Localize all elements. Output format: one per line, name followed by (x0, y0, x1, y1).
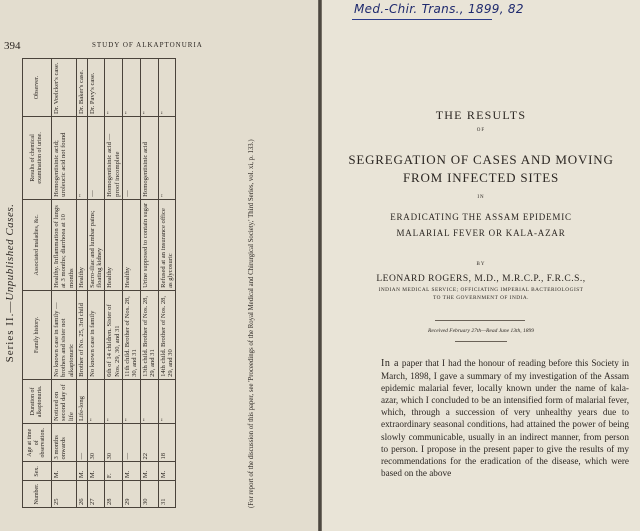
title-results: THE RESULTS (435, 108, 527, 122)
cell-chemical-results: Homogentisinic acid; uroleucic acid not found (52, 117, 77, 200)
title-of: OF (476, 128, 486, 133)
handwritten-underline (352, 19, 492, 20)
cell-observer: " (105, 59, 123, 117)
series-title-italic: Unpublished Cases. (4, 203, 16, 301)
cell-age: 22 (140, 423, 158, 462)
cell-number: 28 (105, 481, 123, 508)
footnote: (For report of the discussion of this paper, see 'Proceedings of the Royal Medical and Chirurgical Society,' Third Series, vol. xi, p. 133.) (248, 139, 255, 508)
table-row (77, 59, 87, 508)
cell-number: 30 (140, 481, 158, 508)
cell-sex: M. (123, 462, 141, 481)
author-name: LEONARD ROGERS, M.D., M.R.C.P., F.R.C.S., (376, 274, 586, 284)
cell-age: — (123, 423, 141, 462)
byline-by: BY (476, 262, 486, 267)
cell-duration: " (140, 379, 158, 423)
cell-family-history: No known case in family — brothers and sister not alkaptonuric (52, 290, 77, 379)
cell-chemical-results: " (158, 117, 176, 200)
title-eradicating: ERADICATING THE ASSAM EPIDEMIC (390, 212, 572, 222)
handwritten-annotation: Med.-Chir. Trans., 1899, 82 (354, 2, 524, 16)
body-paragraph (381, 357, 629, 479)
cell-observer: Dr. Voelcker's case. (52, 59, 77, 117)
cell-duration: " (105, 379, 123, 423)
cell-observer: " (158, 59, 176, 117)
table-row (52, 59, 77, 508)
cell-family-history: 6th of 14 children. Sister of Nos. 29, 30, and 31 (105, 290, 123, 379)
col-age: Age at time of observation. (23, 423, 52, 462)
cell-sex: M. (87, 462, 105, 481)
cell-sex: M. (52, 462, 77, 481)
received-date: Received February 27th—Read June 13th, 1899 (428, 328, 534, 334)
cell-number: 29 (123, 481, 141, 508)
cell-sex: M. (140, 462, 158, 481)
cell-age: 3 months onwards (52, 423, 77, 462)
cell-associated-maladies: Healthy (105, 199, 123, 290)
title-malarial-fever: MALARIAL FEVER OR KALA-AZAR (396, 228, 566, 238)
cell-duration: " (87, 379, 105, 423)
cell-family-history: Brother of No. 25, 3rd child (77, 290, 87, 379)
cell-age: 18 (158, 423, 176, 462)
table-row (140, 59, 158, 508)
rotated-table-block (4, 58, 264, 508)
page-number: 394 (4, 40, 21, 52)
table-header-row (23, 59, 52, 508)
cell-number: 25 (52, 481, 77, 508)
cell-number: 27 (87, 481, 105, 508)
divider-rule (435, 320, 525, 321)
cell-observer: " (140, 59, 158, 117)
author-affiliation-line-2: TO THE GOVERNMENT OF INDIA. (432, 295, 530, 301)
cell-associated-maladies: Healthy (123, 199, 141, 290)
running-head: STUDY OF ALKAPTONURIA (92, 41, 203, 49)
cell-family-history: No known case in family (87, 290, 105, 379)
cell-associated-maladies: Refused at an insurance office as glycosuric (158, 199, 176, 290)
series-title-prefix: Series II.— (4, 300, 16, 363)
cell-age: 30 (87, 423, 105, 462)
cell-sex: F. (105, 462, 123, 481)
author-affiliation-line-1: INDIAN MEDICAL SERVICE; OFFICIATING IMPERIAL BACTERIOLOGIST (378, 287, 584, 293)
cell-age: 30 (105, 423, 123, 462)
table-row (123, 59, 141, 508)
title-segregation: SEGREGATION OF CASES AND MOVING (348, 152, 614, 167)
cell-sex: M. (158, 462, 176, 481)
col-duration: Duration of alkaptonuria. (23, 379, 52, 423)
cell-duration: Life-long (77, 379, 87, 423)
cell-sex: M. (77, 462, 87, 481)
col-observer: Observer. (23, 59, 52, 117)
title-infected-sites: FROM INFECTED SITES (402, 170, 560, 185)
series-title (4, 58, 20, 508)
cell-age: — (77, 423, 87, 462)
cell-associated-maladies: Healthy (77, 199, 87, 290)
cell-duration: Noticed on second day of life (52, 379, 77, 423)
table-row (158, 59, 176, 508)
col-chemical-results: Results of chemical examination of urine. (23, 117, 52, 200)
body-lead: In a (381, 358, 399, 369)
cell-duration: " (123, 379, 141, 423)
cell-number: 26 (77, 481, 87, 508)
cases-table (22, 58, 176, 508)
cell-chemical-results: " (77, 117, 87, 200)
cell-observer: Dr. Baker's case. (77, 59, 87, 117)
cell-chemical-results: Homogentisinic acid (140, 117, 158, 200)
body-text: paper that I had the honour of reading before this Society in March, 1898, I gave a summary of my investigation of the Assam epidemic malarial fever, locally known under the name of kala-azar, which I concluded to be an intensified form of malarial fever, which, through a succession of very unhealthy years due to extraordinary seasonal conditions, had attained the power of being slowly communicable, usually in an indirect manner, from person to person. I propose in the present paper to give the results of my recommendations for the eradication of the disease, which were based on the above (381, 358, 629, 478)
cell-chemical-results: Homogentisinic acid — proof incomplete (105, 117, 123, 200)
col-number: Number. (23, 481, 52, 508)
cell-number: 31 (158, 481, 176, 508)
cell-observer: " (123, 59, 141, 117)
title-in: IN (477, 195, 485, 200)
table-row (105, 59, 123, 508)
cell-duration: " (158, 379, 176, 423)
cell-associated-maladies: Urine supposed to contain sugar (140, 199, 158, 290)
cell-family-history: 13th child. Brother of Nos. 28, 29, and 31 (140, 290, 158, 379)
col-associated-maladies: Associated maladies, &c. (23, 199, 52, 290)
col-family-history: Family history. (23, 290, 52, 379)
cell-family-history: 14th child. Brother of Nos. 28, 29, and 30 (158, 290, 176, 379)
cell-associated-maladies: Sacro-iliac and lumbar pains; floating kidney (87, 199, 105, 290)
left-page (0, 0, 318, 531)
cell-associated-maladies: Healthy. Inflammation of lungs at 3 months; diarrhoea at 10 months (52, 199, 77, 290)
col-sex: Sex. (23, 462, 52, 481)
table-row (87, 59, 105, 508)
cell-chemical-results: — (123, 117, 141, 200)
cell-chemical-results: — (87, 117, 105, 200)
cell-observer: Dr. Pavy's case. (87, 59, 105, 117)
cell-family-history: 11th child. Brother of Nos. 28, 30, and 31 (123, 290, 141, 379)
divider-rule (455, 341, 507, 342)
